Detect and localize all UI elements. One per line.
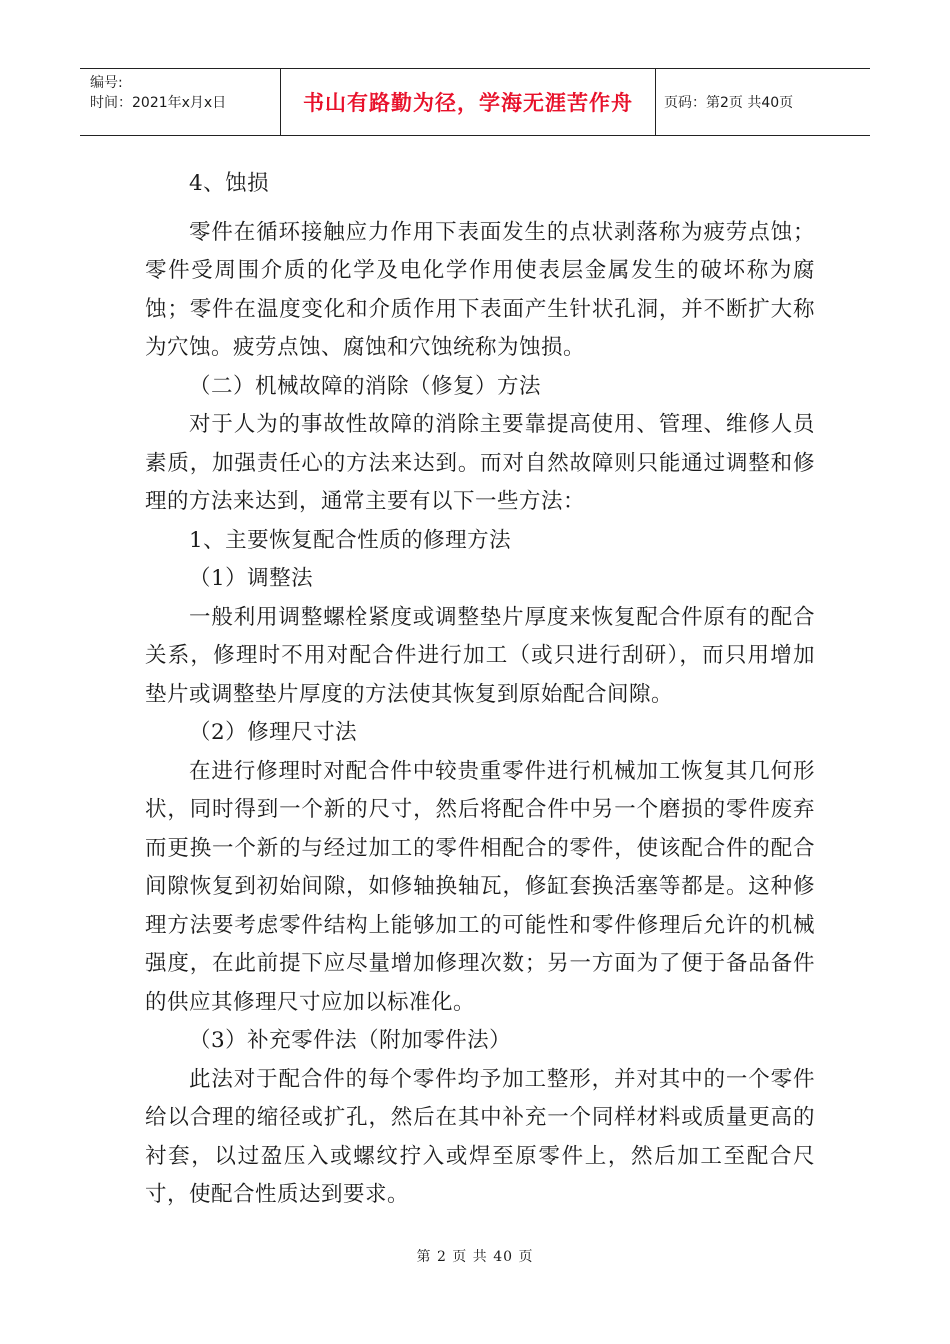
header-meta	[80, 69, 280, 135]
paragraph-repair-size: 在进行修理时对配合件中较贵重零件进行机械加工恢复其几何形状，同时得到一个新的尺寸，然后将配合件中另一个磨损的零件废弃而更换一个新的与经过加工的零件相配合的零件，使该配合件的配合间隙恢复到初始间隙，如修轴换轴瓦，修缸套换活塞等都是。这种修理方法要考虑零件结构上能够加工的可能性和零件修理后允许的机械强度，在此前提下应尽量增加修理次数；另一方面为了便于备品备件的供应其修理尺寸应加以标准化。	[145, 758, 815, 1015]
document-date: 时间：2021年x月x日	[90, 95, 227, 111]
subheading-adjustment: （1）调整法	[189, 566, 314, 591]
section-heading-repair-methods: （二）机械故障的消除（修复）方法	[189, 373, 542, 399]
header-page-info: 页码：第2页 共40页	[664, 95, 794, 111]
paragraph-corrosion: 零件在循环接触应力作用下表面发生的点状剥落称为疲劳点蚀；零件受周围介质的化学及电化学作用使表层金属发生的破坏称为腐蚀；零件在温度变化和介质作用下表面产生针状孔洞，并不断扩大称为穴蚀。疲劳点蚀、腐蚀和穴蚀统称为蚀损。	[145, 219, 815, 360]
paragraph-adjustment: 一般利用调整螺栓紧度或调整垫片厚度来恢复配合件原有的配合关系，修理时不用对配合件进行加工（或只进行刮研），而只用增加垫片或调整垫片厚度的方法使其恢复到原始配合间隙。	[145, 604, 815, 707]
paragraph-repair-intro: 对于人为的事故性故障的消除主要靠提高使用、管理、维修人员素质，加强责任心的方法来达到。而对自然故障则只能通过调整和修理的方法来达到，通常主要有以下一些方法：	[145, 412, 815, 514]
document-number-label: 编号:	[90, 75, 123, 91]
paragraph-additional-parts: 此法对于配合件的每个零件均予加工整形，并对其中的一个零件给以合理的缩径或扩孔，然后在其中补充一个同样材料或质量更高的衬套，以过盈压入或螺纹拧入或焊至原零件上，然后加工至配合尺寸，使配合性质达到要求。	[145, 1066, 815, 1207]
document-header	[80, 68, 870, 136]
subheading-additional-parts: （3）补充零件法（附加零件法）	[189, 1028, 512, 1053]
header-motto: 书山有路勤为径，学海无涯苦作舟	[280, 69, 656, 135]
page-footer: 第 2 页 共 40 页	[416, 1249, 534, 1265]
subheading-repair-size: （2）修理尺寸法	[189, 720, 358, 745]
section-heading-fit-restoration: 1、主要恢复配合性质的修理方法	[189, 527, 512, 553]
section-heading-corrosion: 4、蚀损	[189, 171, 270, 196]
document-body	[145, 165, 815, 1215]
